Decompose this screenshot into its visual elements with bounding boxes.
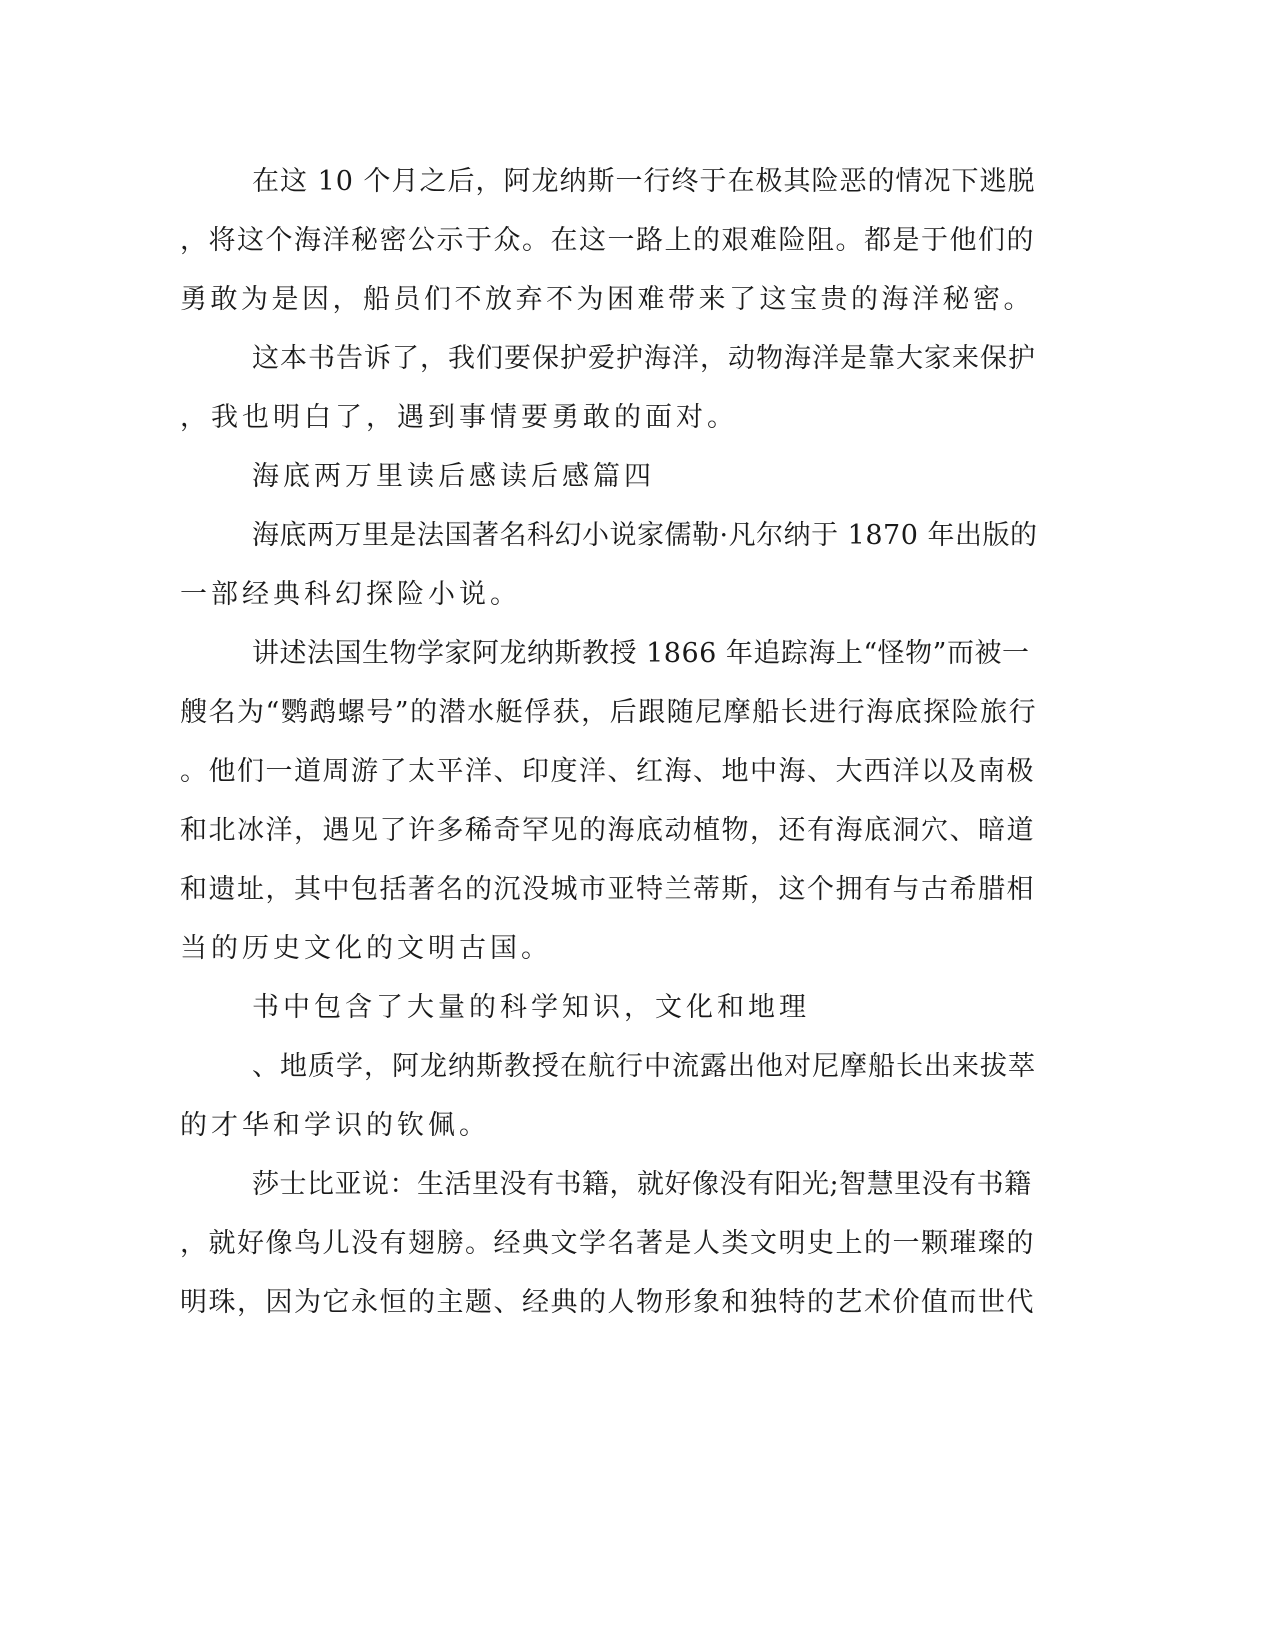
- section-heading: 海底两万里读后感读后感篇四: [252, 461, 655, 492]
- text-line: 一部经典科幻探险小说。: [180, 579, 521, 610]
- text-line: ，我也明白了，遇到事情要勇敢的面对。: [180, 402, 738, 433]
- text-line: 、地质学，阿龙纳斯教授在航行中流露出他对尼摩船长出来拔萃: [252, 1051, 1036, 1082]
- text-line: ，就好像鸟儿没有翅膀。经典文学名著是人类文明史上的一颗璀璨的: [180, 1228, 1035, 1259]
- text-line: ，将这个海洋秘密公示于众。在这一路上的艰难险阻。都是于他们的: [180, 225, 1035, 256]
- text-line: 和遗址，其中包括著名的沉没城市亚特兰蒂斯，这个拥有与古希腊相: [180, 874, 1035, 905]
- text-line: 。他们一道周游了太平洋、印度洋、红海、地中海、大西洋以及南极: [180, 756, 1035, 787]
- text-line: 勇敢为是因，船员们不放弃不为困难带来了这宝贵的海洋秘密。: [180, 284, 1034, 315]
- text-line: 海底两万里是法国著名科幻小说家儒勒·凡尔纳于 1870 年出版的: [252, 520, 1038, 551]
- text-line: 和北冰洋，遇见了许多稀奇罕见的海底动植物，还有海底洞穴、暗道: [180, 815, 1035, 846]
- text-line: 艘名为“鹦鹉螺号”的潜水艇俘获，后跟随尼摩船长进行海底探险旅行: [180, 697, 1038, 728]
- text-line: 当的历史文化的文明古国。: [180, 933, 552, 964]
- text-line: 莎士比亚说：生活里没有书籍，就好像没有阳光;智慧里没有书籍: [252, 1169, 1032, 1200]
- text-line: 在这 10 个月之后，阿龙纳斯一行终于在极其险恶的情况下逃脱: [252, 166, 1036, 197]
- text-line: 讲述法国生物学家阿龙纳斯教授 1866 年追踪海上“怪物”而被一: [252, 638, 1030, 669]
- text-line: 明珠，因为它永恒的主题、经典的人物形象和独特的艺术价值而世代: [180, 1287, 1035, 1318]
- text-line: 书中包含了大量的科学知识，文化和地理: [252, 992, 810, 1023]
- text-line: 这本书告诉了，我们要保护爱护海洋，动物海洋是靠大家来保护: [252, 343, 1036, 374]
- text-line: 的才华和学识的钦佩。: [180, 1110, 490, 1141]
